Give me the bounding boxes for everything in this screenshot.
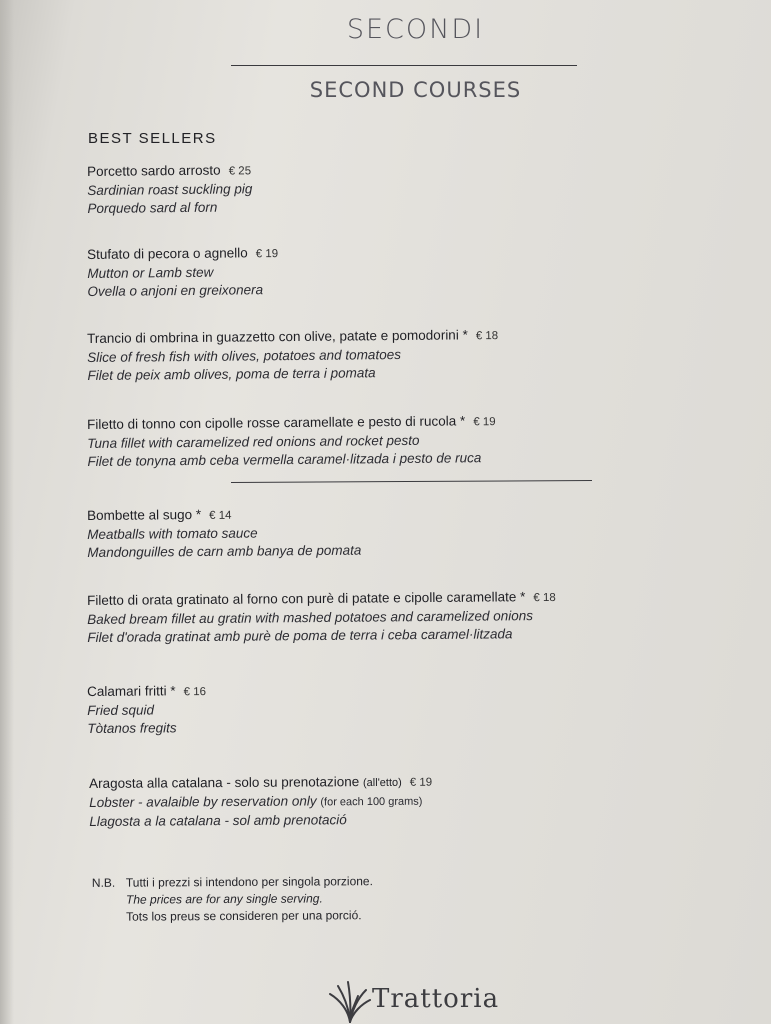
page-subtitle: SECOND COURSES [309, 78, 522, 102]
item-name-ca: Mandonguilles de carn amb banya de pomata [87, 542, 362, 560]
item-name-en: Lobster - avalaible by reservation only (for each 100 grams) [89, 793, 423, 810]
item-price: € 25 [228, 165, 252, 178]
menu-item-stufato [87, 244, 279, 301]
item-name-en: Slice of fresh fish with olives, potatoes and tomatoes [87, 346, 401, 365]
item-name-ca: Porquedo sard al forn [87, 199, 218, 216]
item-price: € 19 [255, 247, 279, 261]
item-name-ca: Ovella o anjoni en greixonera [87, 282, 264, 299]
price-note [92, 873, 373, 926]
note-ca: Tots los preus se consideren per una porció. [126, 908, 362, 924]
section-divider [231, 480, 592, 483]
menu-item-aragosta [89, 773, 432, 831]
item-name-ca: Tòtanos fregits [87, 720, 177, 736]
menu-item-calamari [87, 682, 206, 738]
item-unit-note-en: (for each 100 grams) [320, 795, 423, 809]
item-name-en: Tuna fillet with caramelized red onions and rocket pesto [87, 432, 420, 451]
item-name-ca: Llagosta a la catalana - sol amb prenotació [89, 812, 347, 829]
trattoria-logo [328, 978, 528, 1024]
note-it: Tutti i prezzi si intendono per singola porzione. [125, 874, 373, 890]
note-en: The prices are for any single serving. [125, 891, 323, 907]
menu-item-trancio [87, 326, 499, 385]
menu-item-porcetto [87, 161, 253, 218]
item-name-en: Fried squid [87, 702, 155, 718]
menu-item-orata [87, 588, 556, 647]
item-name-ca: Filet de tonyna amb ceba vermella caramel·litzada i pesto de ruca [87, 450, 482, 469]
item-price: € 19 [409, 776, 433, 789]
section-heading: BEST SELLERS [88, 130, 217, 147]
logo-text: Trattoria [372, 984, 500, 1014]
item-name-it: Porcetto sardo arrosto € 25 [87, 162, 252, 179]
item-name-it: Filetto di tonno con cipolle rosse caramellate e pesto di rucola * € 19 [87, 413, 496, 432]
item-name-ca: Filet de peix amb olives, poma de terra i pomata [87, 365, 376, 383]
note-label: N.B. [91, 875, 116, 890]
item-name-en: Mutton or Lamb stew [87, 264, 214, 281]
page-title: SECONDI [346, 14, 485, 45]
menu-item-bombette [87, 505, 361, 562]
item-unit-note: (all'etto) [362, 776, 402, 790]
item-price: € 19 [473, 416, 496, 429]
title-divider [231, 65, 577, 66]
item-name-it: Aragosta alla catalana - solo su prenotazione (all'etto) € 19 [89, 774, 433, 791]
item-name-en: Sardinian roast suckling pig [87, 181, 253, 198]
item-name-it: Calamari fritti * € 16 [87, 683, 207, 699]
item-name-en: Baked bream fillet au gratin with mashed potatoes and caramelized onions [87, 608, 534, 627]
item-price: € 18 [533, 591, 556, 605]
item-name-it: Filetto di orata gratinato al forno con purè di patate e cipolle caramellate * € 18 [87, 589, 556, 608]
item-name-ca: Filet d'orada gratinat amb purè de poma de terra i ceba caramel·litzada [87, 626, 513, 645]
item-name-it: Stufato di pecora o agnello € 19 [87, 245, 279, 262]
item-price: € 16 [183, 686, 207, 699]
item-name-it: Trancio di ombrina in guazzetto con olive, patate e pomodorini * € 18 [87, 327, 499, 346]
grass-sprig-icon [328, 978, 372, 1024]
menu-item-tonno [87, 412, 496, 471]
item-name-en: Meatballs with tomato sauce [87, 525, 258, 542]
item-name-it: Bombette al sugo * € 14 [87, 507, 232, 523]
item-price: € 18 [475, 330, 499, 343]
item-price: € 14 [209, 509, 232, 522]
